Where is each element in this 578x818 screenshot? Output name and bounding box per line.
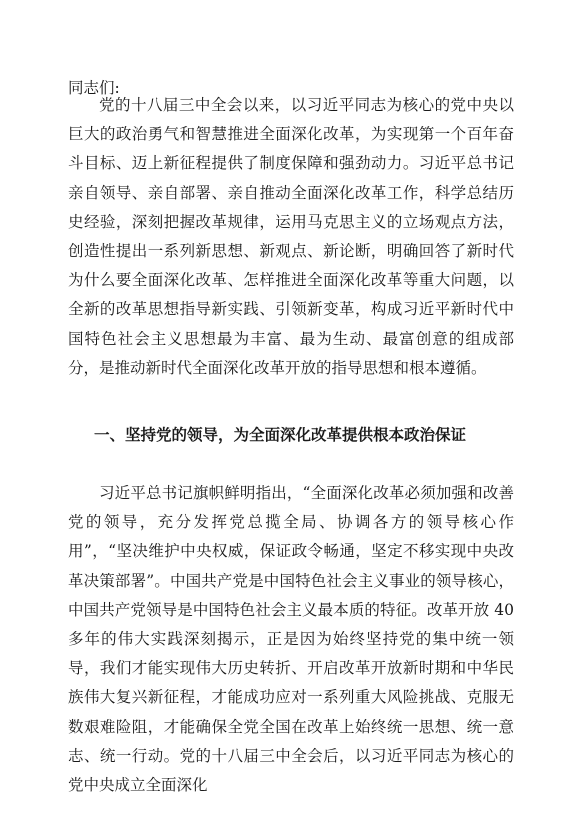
section-heading: 一、坚持党的领导，为全面深化改革提供根本政治保证 xyxy=(94,425,467,444)
paragraph-intro: 党的十八届三中全会以来，以习近平同志为核心的党中央以巨大的政治勇气和智慧推进全面深化改革，为实现第一个百年奋斗目标、迈上新征程提供了制度保障和强劲动力。习近平总书记亲自领导、亲自部署、亲自推动全面深化改革工作，科学总结历史经验，深刻把握改革规律，运用马克思主义的立场观点方法，创造性提出一系列新思想、新观点、新论断，明确回答了新时代为什么要全面深化改革、怎样推进全面深化改革等重大问题，以全新的改革思想指导新实践、引领新变革，构成习近平新时代中国特色社会主义思想最为丰富、最为生动、最富创意的组成部分，是推动新时代全面深化改革开放的指导思想和根本遵循。 xyxy=(68,96,514,377)
paragraph-party-leadership: 习近平总书记旗帜鲜明指出，“全面深化改革必须加强和改善党的领导，充分发挥党总揽全局、协调各方的领导核心作用”，“坚决维护中央权威，保证政令畅通，坚定不移实现中央改革决策部署”。中国共产党是中国特色社会主义事业的领导核心，中国共产党领导是中国特色社会主义最本质的特征。改革开放 40 多年的伟大实践深刻揭示，正是因为始终坚持党的集中统一领导，我们才能实现伟大历史转折、开启改革开放新时期和中华民族伟大复兴新征程，才能成功应对一系列重大风险挑战、克服无数艰难险阻，才能确保全党全国在改革上始终统一思想、统一意志、统一行动。党的十八届三中全会后，以习近平同志为核心的党中央成立全面深化 xyxy=(68,484,514,795)
salutation: 同志们: xyxy=(68,79,120,97)
